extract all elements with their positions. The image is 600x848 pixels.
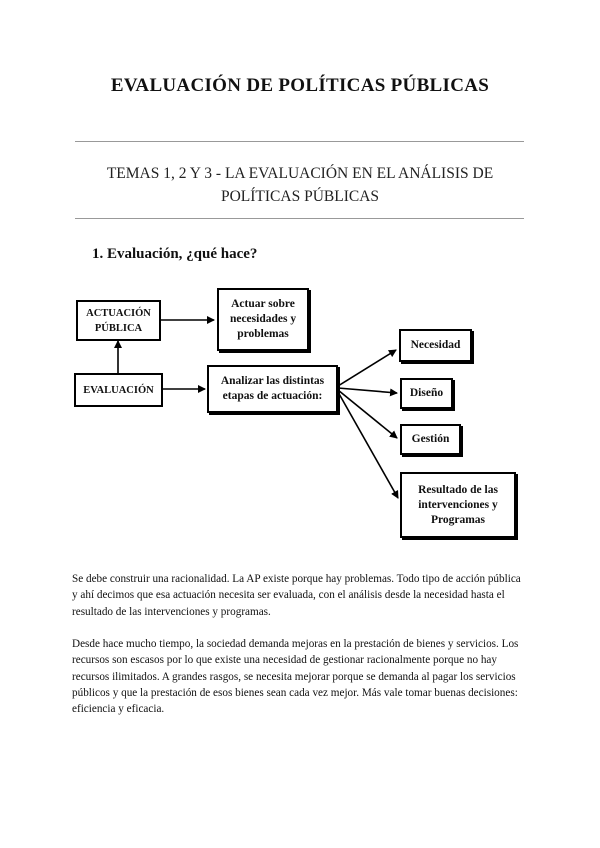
document-subtitle: TEMAS 1, 2 Y 3 - LA EVALUACIÓN EN EL ANÁLISIS DE POLÍTICAS PÚBLICAS [106,165,494,205]
arrow-to-necesidad [338,350,396,386]
box-evaluacion: EVALUACIÓN [74,373,163,407]
section-heading: 1. Evaluación, ¿qué hace? [92,246,258,262]
arrow-to-resultado [338,392,398,498]
box-gestion: Gestión [400,424,461,455]
box-necesidad: Necesidad [399,329,472,362]
box-actuar-sobre: Actuar sobre necesidades y problemas [217,288,309,351]
arrow-to-diseno [338,388,397,393]
box-resultado: Resultado de las intervenciones y Programas [400,472,516,538]
box-analizar: Analizar las distintas etapas de actuación: [207,365,338,413]
box-diseno: Diseño [400,378,453,409]
box-actuacion-publica: ACTUACIÓN PÚBLICA [76,300,161,341]
paragraph-1: Se debe construir una racionalidad. La AP existe porque hay problemas. Todo tipo de acción pública y ahí decimos que esa actuación necesita ser evaluada, con el análisis desde la necesidad hasta el resultado de las intervenciones y programas. [72,573,521,618]
arrow-to-gestion [338,390,397,438]
paragraph-2: Desde hace mucho tiempo, la sociedad demanda mejoras en la prestación de bienes y servicios. Los recursos son escasos por lo que existe una necesidad de gestionar racionalmente porque no hay recursos ilimitados. A grandes rasgos, se necesita mejorar porque se demanda al pagar los servicios públicos y que la prestación de esos bienes sean cada vez mejor. Más vale tomar buenas decisiones: eficiencia y eficacia. [72,638,519,716]
document-title: EVALUACIÓN DE POLÍTICAS PÚBLICAS [110,75,490,96]
